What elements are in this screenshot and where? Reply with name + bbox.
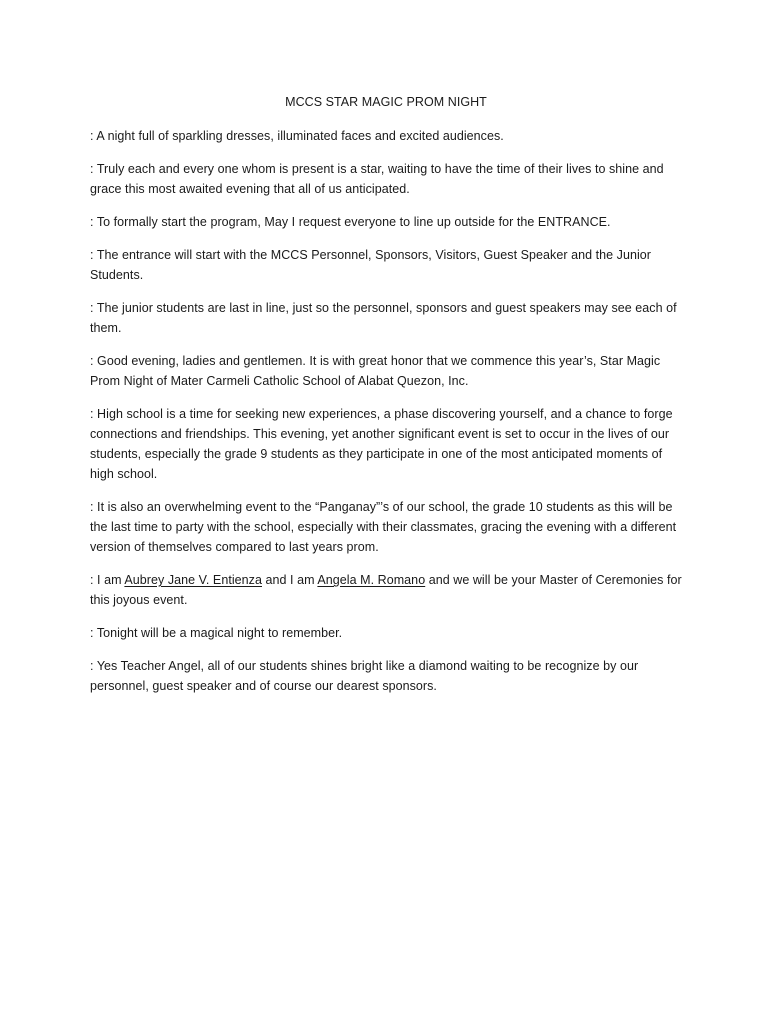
mc-intro-text: : I am	[90, 573, 125, 587]
paragraph-high-school: : High school is a time for seeking new experiences, a phase discovering yourself, and a chance to forge connections and friendships. This evening, yet another significant event is set to occur in the lives of our students, especially the grade 9 students as they participate in one of the most anticipated moments of high school.	[90, 407, 673, 481]
mc-intro-text: and I am	[261, 573, 318, 587]
document-title: MCCS STAR MAGIC PROM NIGHT	[285, 95, 487, 109]
paragraph-entrance-request: : To formally start the program, May I request everyone to line up outside for the ENTRANCE.	[90, 215, 611, 229]
paragraph-star: : Truly each and every one whom is present is a star, waiting to have the time of their lives to shine and grace this most awaited evening that all of us anticipated.	[90, 162, 664, 196]
paragraph-junior-students: : The junior students are last in line, just so the personnel, sponsors and guest speakers may see each of them.	[90, 301, 677, 335]
mc-intro-text: and we will be your Master of Ceremonies for this joyous event.	[90, 573, 682, 607]
paragraph-mc-intro	[90, 570, 682, 610]
paragraph-diamond: : Yes Teacher Angel, all of our students shines bright like a diamond waiting to be recognize by our personnel, guest speaker and of course our dearest sponsors.	[90, 659, 639, 693]
paragraph-entrance-order: : The entrance will start with the MCCS Personnel, Sponsors, Visitors, Guest Speaker and the Junior Students.	[90, 248, 652, 282]
paragraph-magical-night: : Tonight will be a magical night to remember.	[90, 626, 343, 640]
mc-name-aubrey: Aubrey Jane V. Entienza	[124, 573, 262, 587]
paragraph-grade-10: : It is also an overwhelming event to the “Panganay”’s of our school, the grade 10 students as this will be the last time to party with the school, especially with their classmates, gracing the evening with a different version of themselves compared to last years prom.	[90, 500, 677, 554]
paragraph-opening: : A night full of sparkling dresses, illuminated faces and excited audiences.	[90, 129, 504, 143]
document-body	[90, 93, 682, 709]
paragraph-greeting: : Good evening, ladies and gentlemen. It is with great honor that we commence this year’s, Star Magic Prom Night of Mater Carmeli Catholic School of Alabat Quezon, Inc.	[90, 354, 661, 388]
mc-name-angela: Angela M. Romano	[317, 573, 426, 587]
